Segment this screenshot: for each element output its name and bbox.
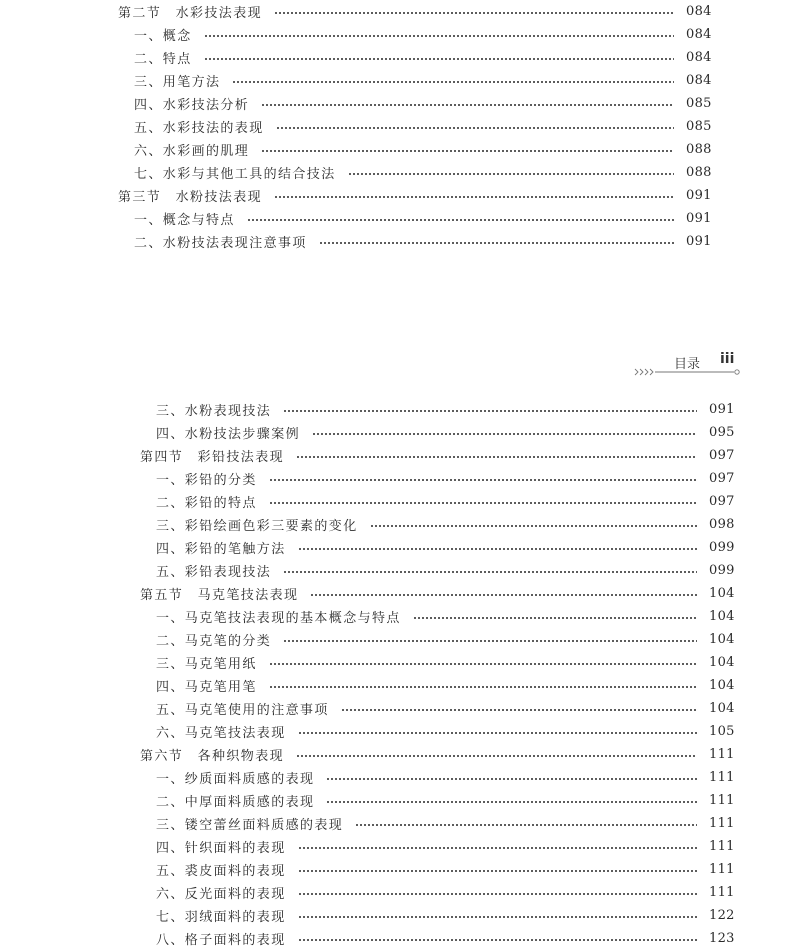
toc-entry-title: 四、马克笔用笔 — [156, 680, 257, 695]
toc-entry[interactable] — [140, 467, 733, 490]
toc-entry-title: 六、马克笔技法表现 — [156, 726, 286, 741]
toc-entry-title: 第五节 马克笔技法表现 — [140, 588, 299, 603]
toc-entry-title: 一、概念 — [134, 29, 192, 44]
toc-entry-title: 二、彩铅的特点 — [156, 496, 257, 511]
toc-entry[interactable] — [118, 23, 710, 46]
toc-entry-title: 一、概念与特点 — [134, 213, 235, 228]
toc-entry-title: 二、中厚面料质感的表现 — [156, 795, 315, 810]
toc-entry-title: 四、水粉技法步骤案例 — [156, 427, 301, 442]
toc-entry-title: 五、彩铅表现技法 — [156, 565, 272, 580]
dot-leader — [269, 479, 697, 481]
toc-section-bottom — [140, 398, 733, 950]
dot-leader — [355, 824, 697, 826]
toc-entry-title: 五、马克笔使用的注意事项 — [156, 703, 329, 718]
running-header — [634, 350, 742, 380]
dot-leader — [298, 847, 697, 849]
dot-leader — [298, 893, 697, 895]
toc-entry[interactable] — [140, 605, 733, 628]
toc-entry[interactable] — [118, 207, 710, 230]
toc-entry[interactable] — [140, 789, 733, 812]
toc-entry[interactable] — [118, 161, 710, 184]
toc-entry-title: 一、马克笔技法表现的基本概念与特点 — [156, 611, 401, 626]
toc-entry[interactable] — [140, 421, 733, 444]
toc-entry-title: 第六节 各种织物表现 — [140, 749, 285, 764]
toc-entry-title: 二、水粉技法表现注意事项 — [134, 236, 307, 251]
toc-entry[interactable] — [118, 92, 710, 115]
toc-entry-title: 三、水粉表现技法 — [156, 404, 272, 419]
toc-entry-page: 091 — [686, 234, 712, 249]
toc-entry-page: 111 — [709, 862, 735, 877]
toc-entry-title: 四、水彩技法分析 — [134, 98, 250, 113]
toc-entry-title: 四、针织面料的表现 — [156, 841, 286, 856]
toc-entry-page: 084 — [686, 50, 712, 65]
chevron-rule-icon — [634, 367, 742, 377]
toc-entry-page: 104 — [709, 701, 735, 716]
toc-entry-page: 097 — [709, 448, 735, 463]
toc-entry-page: 105 — [709, 724, 735, 739]
dot-leader — [283, 410, 697, 412]
toc-entry[interactable] — [140, 904, 733, 927]
toc-entry-title: 二、特点 — [134, 52, 192, 67]
toc-entry-title: 五、裘皮面料的表现 — [156, 864, 286, 879]
toc-entry[interactable] — [140, 812, 733, 835]
toc-entry-title: 四、彩铅的笔触方法 — [156, 542, 286, 557]
toc-entry-page: 123 — [709, 931, 735, 946]
toc-entry-title: 二、马克笔的分类 — [156, 634, 272, 649]
toc-entry-page: 111 — [709, 770, 735, 785]
dot-leader — [269, 502, 697, 504]
dot-leader — [261, 104, 674, 106]
dot-leader — [341, 709, 697, 711]
toc-entry-title: 七、羽绒面料的表现 — [156, 910, 286, 925]
dot-leader — [413, 617, 697, 619]
toc-entry-page: 104 — [709, 609, 735, 624]
toc-entry[interactable] — [118, 138, 710, 161]
toc-entry-title: 一、纱质面料质感的表现 — [156, 772, 315, 787]
toc-entry-page: 091 — [686, 188, 712, 203]
toc-entry[interactable] — [118, 69, 710, 92]
dot-leader — [283, 640, 697, 642]
toc-entry-page: 085 — [686, 96, 712, 111]
dot-leader — [296, 456, 697, 458]
toc-entry-page: 088 — [686, 142, 712, 157]
toc-section-top — [118, 0, 710, 253]
toc-entry-title: 七、水彩与其他工具的结合技法 — [134, 167, 336, 182]
dot-leader — [298, 732, 697, 734]
toc-entry[interactable] — [140, 720, 733, 743]
toc-entry-page: 111 — [709, 793, 735, 808]
toc-entry-title: 六、水彩画的肌理 — [134, 144, 250, 159]
dot-leader — [261, 150, 674, 152]
toc-entry[interactable] — [118, 230, 710, 253]
toc-entry-title: 三、彩铅绘画色彩三要素的变化 — [156, 519, 358, 534]
dot-leader — [296, 755, 697, 757]
toc-entry-page: 104 — [709, 655, 735, 670]
toc-entry-title: 一、彩铅的分类 — [156, 473, 257, 488]
toc-entry-page: 097 — [709, 494, 735, 509]
toc-entry-title: 五、水彩技法的表现 — [134, 121, 264, 136]
toc-entry-page: 098 — [709, 517, 735, 532]
toc-entry-page: 104 — [709, 678, 735, 693]
toc-entry-page: 095 — [709, 425, 735, 440]
dot-leader — [319, 242, 674, 244]
toc-section-heading[interactable] — [140, 444, 733, 467]
toc-entry[interactable] — [140, 674, 733, 697]
dot-leader — [269, 686, 697, 688]
toc-entry-page: 088 — [686, 165, 712, 180]
toc-entry[interactable] — [140, 628, 733, 651]
toc-entry-title: 八、格子面料的表现 — [156, 933, 286, 948]
toc-entry[interactable] — [140, 651, 733, 674]
toc-entry[interactable] — [118, 46, 710, 69]
dot-leader — [269, 663, 697, 665]
dot-leader — [204, 58, 674, 60]
dot-leader — [247, 219, 674, 221]
toc-entry-page: 111 — [709, 839, 735, 854]
toc-entry-title: 三、用笔方法 — [134, 75, 221, 90]
toc-entry[interactable] — [140, 536, 733, 559]
toc-entry-page: 085 — [686, 119, 712, 134]
toc-section-heading[interactable] — [118, 0, 710, 23]
toc-entry[interactable] — [140, 835, 733, 858]
toc-section-heading[interactable] — [118, 184, 710, 207]
dot-leader — [326, 801, 697, 803]
running-header-page-number: iii — [720, 351, 735, 367]
toc-entry-page: 111 — [709, 747, 735, 762]
dot-leader — [274, 12, 674, 14]
toc-entry-page: 104 — [709, 586, 735, 601]
toc-entry-page: 097 — [709, 471, 735, 486]
dot-leader — [298, 548, 697, 550]
toc-entry[interactable] — [140, 858, 733, 881]
toc-entry-page: 084 — [686, 4, 712, 19]
dot-leader — [283, 571, 697, 573]
dot-leader — [276, 127, 674, 129]
running-header-label: 目录 — [674, 357, 701, 372]
toc-entry-page: 091 — [686, 211, 712, 226]
toc-section-heading[interactable] — [140, 743, 733, 766]
dot-leader — [326, 778, 697, 780]
dot-leader — [370, 525, 697, 527]
dot-leader — [274, 196, 674, 198]
toc-entry[interactable] — [140, 766, 733, 789]
toc-entry-title: 三、马克笔用纸 — [156, 657, 257, 672]
dot-leader — [204, 35, 674, 37]
dot-leader — [348, 173, 674, 175]
toc-entry-page: 104 — [709, 632, 735, 647]
toc-entry-page: 099 — [709, 563, 735, 578]
dot-leader — [312, 433, 697, 435]
toc-entry[interactable] — [140, 559, 733, 582]
toc-entry-page: 099 — [709, 540, 735, 555]
toc-entry-page: 111 — [709, 885, 735, 900]
toc-entry[interactable] — [140, 697, 733, 720]
toc-entry[interactable] — [140, 490, 733, 513]
toc-section-heading[interactable] — [140, 582, 733, 605]
toc-entry-page: 084 — [686, 73, 712, 88]
toc-entry-title: 第二节 水彩技法表现 — [118, 6, 263, 21]
toc-entry-title: 第四节 彩铅技法表现 — [140, 450, 285, 465]
toc-entry[interactable] — [118, 115, 710, 138]
dot-leader — [298, 870, 697, 872]
toc-entry-title: 六、反光面料的表现 — [156, 887, 286, 902]
dot-leader — [310, 594, 697, 596]
toc-entry-page: 091 — [709, 402, 735, 417]
dot-leader — [298, 916, 697, 918]
toc-entry-page: 084 — [686, 27, 712, 42]
toc-entry[interactable] — [140, 398, 733, 421]
toc-entry-title: 第三节 水粉技法表现 — [118, 190, 263, 205]
toc-entry-page: 122 — [709, 908, 735, 923]
dot-leader — [232, 81, 674, 83]
toc-entry-page: 111 — [709, 816, 735, 831]
toc-entry[interactable] — [140, 513, 733, 536]
toc-entry-title: 三、镂空蕾丝面料质感的表现 — [156, 818, 344, 833]
toc-entry[interactable] — [140, 881, 733, 904]
